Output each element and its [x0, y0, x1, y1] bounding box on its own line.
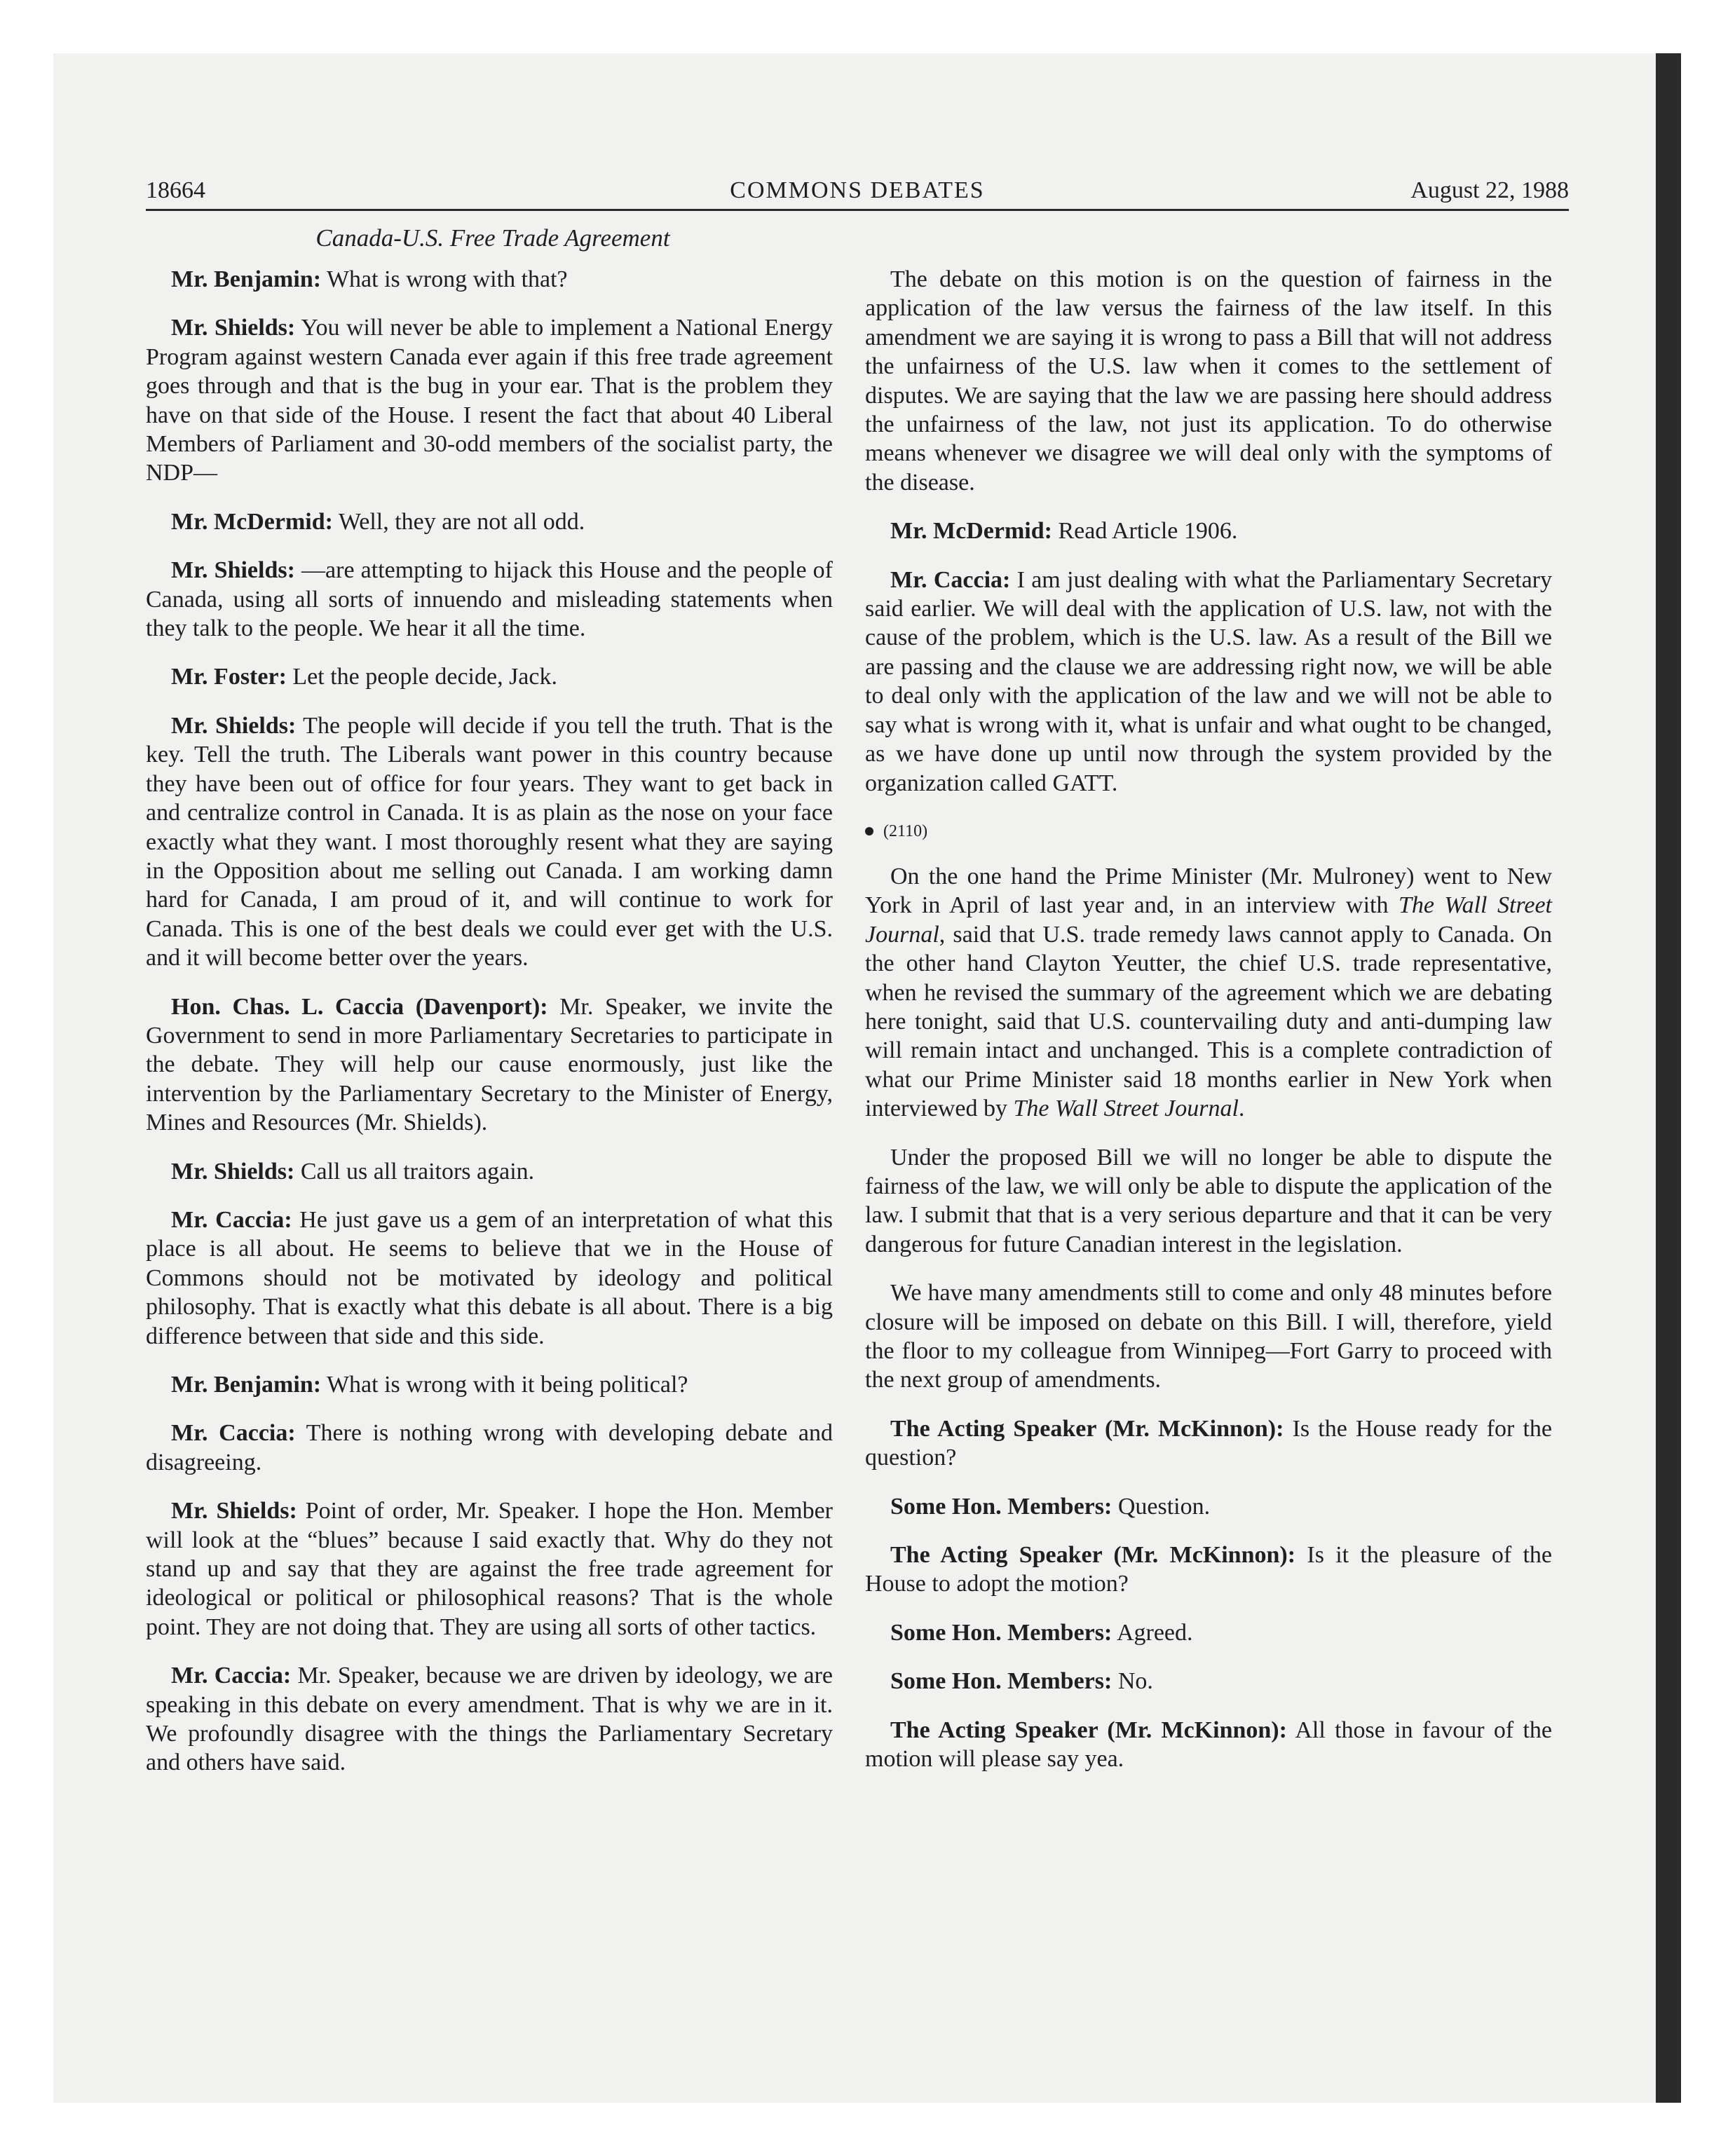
- speech-text: Call us all traitors again.: [294, 1158, 535, 1185]
- speech-text: All those in favour of the motion will please say yea.: [865, 1717, 1552, 1773]
- paragraph: [146, 711, 833, 973]
- paragraph: [146, 992, 833, 1138]
- speaker-name: Mr. Shields:: [171, 712, 297, 739]
- paragraph: [146, 1157, 833, 1186]
- speaker-name: Mr. Caccia:: [171, 1206, 292, 1233]
- speaker-name: Mr. Foster:: [171, 664, 287, 690]
- speaker-name: Mr. Shields:: [171, 1158, 295, 1185]
- paragraph: [146, 1419, 833, 1477]
- speech-text: Is it the pleasure of the House to adopt the motion?: [865, 1542, 1552, 1597]
- speech-text: You will never be able to implement a National Energy Program against western Canada ever again if this free trade agreement goes through and that is the bug in your ear. That is the problem they have on that side of the House. I resent the fact that about 40 Liberal Members of Parliament and 30-odd members of the socialist party, the NDP—: [146, 315, 833, 486]
- paragraph: [865, 1414, 1552, 1473]
- speech-text: , said that U.S. trade remedy laws cannot apply to Canada. On the other hand Clayton Yeutter, the chief U.S. trade representative, when he revised the summary of the agreement which we are debating here tonight, said that U.S. countervailing duty and anti-dumping law will remain intact and unchanged. This is a complete contradiction of what our Prime Minister said 18 months earlier in New York when interviewed by: [865, 921, 1552, 1122]
- publication-title: COMMONS DEBATES: [730, 177, 985, 203]
- speech-text: Let the people decide, Jack.: [286, 664, 557, 690]
- publication-reference: The Wall Street Journal: [1013, 1096, 1239, 1122]
- speech-text: Question.: [1112, 1493, 1211, 1520]
- left-column: [146, 265, 833, 1797]
- speech-text: What is wrong with that?: [321, 266, 568, 292]
- speech-text: The people will decide if you tell the truth. That is the key. Tell the truth. The Liberals want power in this country because they have been out of office for four years. They want to get back in and centralize control in Canada. It is as plain as the nose on your face exactly what they want. I most thoroughly resent what they are saying in the Opposition about me selling out Canada. I am working damn hard for Canada, I am proud of it, and will continue to work for Canada. This is one of the best deals we could ever get with the U.S. and it will become better over the years.: [146, 712, 833, 971]
- publication-date: August 22, 1988: [1410, 177, 1569, 203]
- speech-text: Mr. Speaker, because we are driven by ideology, we are speaking in this debate on every amendment. That is why we are in it. We profoundly disagree with the things the Parliamentary Secretary and others have said.: [146, 1663, 833, 1776]
- paragraph: [146, 662, 833, 691]
- speech-text: Agreed.: [1112, 1619, 1193, 1646]
- paragraph: [146, 265, 833, 294]
- right-column: [865, 265, 1552, 1793]
- speaker-name: Some Hon. Members:: [890, 1619, 1113, 1646]
- speaker-name: Mr. McDermid:: [890, 518, 1052, 545]
- speech-text: Point of order, Mr. Speaker. I hope the Hon. Member will look at the “blues” because I said exactly that. Why do they not stand up and say that they are against the free trade agreement for ideological or political or philosophical reasons? That is the whole point. They are not doing that. They are using all sorts of other tactics.: [146, 1498, 833, 1640]
- speaker-name: Mr. Caccia:: [171, 1420, 296, 1447]
- speaker-name: Mr. Caccia:: [890, 566, 1011, 593]
- paragraph: [146, 1661, 833, 1778]
- speech-text: He just gave us a gem of an interpretation of what this place is all about. He seems to believe that we in the House of Commons should not be motivated by ideology and political philosophy. That is exactly what this debate is all about. There is a big difference between that side and this side.: [146, 1206, 833, 1349]
- time-marker: [865, 817, 1552, 845]
- paragraph: [865, 265, 1552, 497]
- paragraph: [146, 1206, 833, 1351]
- paragraph: [146, 1496, 833, 1642]
- speech-text: Is the House ready for the question?: [865, 1415, 1553, 1471]
- speaker-name: Some Hon. Members:: [890, 1668, 1113, 1695]
- speech-text: No.: [1112, 1668, 1153, 1695]
- paragraph: [865, 1492, 1552, 1521]
- speaker-name: Mr. Benjamin:: [171, 1372, 322, 1398]
- speaker-name: Hon. Chas. L. Caccia (Davenport):: [171, 993, 548, 1020]
- paragraph: [865, 1541, 1552, 1599]
- speaker-name: Some Hon. Members:: [890, 1493, 1113, 1520]
- speech-text: I am just dealing with what the Parliamentary Secretary said earlier. We will deal with the application of U.S. law, not with the cause of the problem, which is the U.S. law. As a result of the Bill we are passing and the clause we are addressing right now, we will be able to deal only with the application of the law and we will not be able to say what is wrong with it, what is unfair and what ought to be changed, as we have done up until now through the system provided by the organization called GATT.: [865, 566, 1552, 796]
- speech-text: —are attempting to hijack this House and the people of Canada, using all sorts of innuendo and misleading statements when they talk to the people. We hear it all the time.: [146, 557, 834, 642]
- publication-reference: The Wall Street Journal: [865, 892, 1553, 948]
- speaker-name: Mr. Benjamin:: [171, 266, 322, 292]
- paragraph: [865, 517, 1552, 545]
- scan-edge-bar: [1656, 53, 1681, 2103]
- speaker-name: Mr. Shields:: [171, 315, 296, 341]
- page-number: 18664: [146, 177, 205, 203]
- bullet-icon: [865, 827, 873, 835]
- paragraph: [865, 566, 1552, 798]
- paragraph: [146, 1370, 833, 1399]
- page-header: [146, 172, 1569, 211]
- speech-text: Read Article 1906.: [1052, 518, 1238, 545]
- speech-text: There is nothing wrong with developing debate and disagreeing.: [146, 1420, 833, 1475]
- paragraph: [146, 507, 833, 536]
- speaker-name: Mr. Caccia:: [171, 1663, 292, 1689]
- speech-text: Well, they are not all odd.: [332, 508, 585, 535]
- paragraph: [865, 862, 1552, 1124]
- speaker-name: Mr. Shields:: [171, 557, 295, 584]
- speaker-name: The Acting Speaker (Mr. McKinnon):: [890, 1717, 1287, 1743]
- speech-text: The debate on this motion is on the question of fairness in the application of the law versus the fairness of the law itself. In this amendment we are saying it is wrong to pass a Bill that will not address the unfairness of the U.S. law when it comes to the settlement of disputes. We are saying that the law we are passing here should address the unfairness of the law, not just its application. To do otherwise means whenever we disagree we will deal only with the symptoms of the disease.: [865, 266, 1552, 496]
- speech-text: We have many amendments still to come and only 48 minutes before closure will be imposed on debate on this Bill. I will, therefore, yield the floor to my colleague from Winnipeg—Fort Garry to proceed with the next group of amendments.: [865, 1280, 1552, 1393]
- running-head: Canada-U.S. Free Trade Agreement: [315, 224, 670, 252]
- speaker-name: The Acting Speaker (Mr. McKinnon):: [890, 1542, 1296, 1569]
- paragraph: [865, 1716, 1552, 1774]
- paragraph: [865, 1278, 1552, 1395]
- paragraph: [865, 1618, 1552, 1647]
- speech-text: On the one hand the Prime Minister (Mr. Mulroney) went to New York in April of last year and, in an interview with: [865, 863, 1552, 919]
- speech-text: .: [1238, 1096, 1245, 1122]
- speaker-name: Mr. McDermid:: [171, 508, 333, 535]
- paragraph: [146, 556, 833, 643]
- paragraph: [865, 1667, 1552, 1696]
- speech-text: Mr. Speaker, we invite the Government to send in more Parliamentary Secretaries to participate in the debate. They will help our cause enormously, just like the intervention by the Parliamentary Secretary to the Minister of Energy, Mines and Resources (Mr. Shields).: [146, 993, 833, 1136]
- speaker-name: Mr. Shields:: [171, 1498, 297, 1524]
- speech-text: Under the proposed Bill we will no longer be able to dispute the fairness of the law, we will only be able to dispute the application of the law. I submit that that is a very serious departure and that it can be very dangerous for future Canadian interest in the legislation.: [865, 1144, 1552, 1257]
- paragraph: [146, 313, 833, 487]
- speech-text: What is wrong with it being political?: [321, 1372, 688, 1398]
- paragraph: [865, 1143, 1552, 1260]
- time-stamp: (2110): [883, 821, 928, 840]
- speaker-name: The Acting Speaker (Mr. McKinnon):: [890, 1415, 1284, 1442]
